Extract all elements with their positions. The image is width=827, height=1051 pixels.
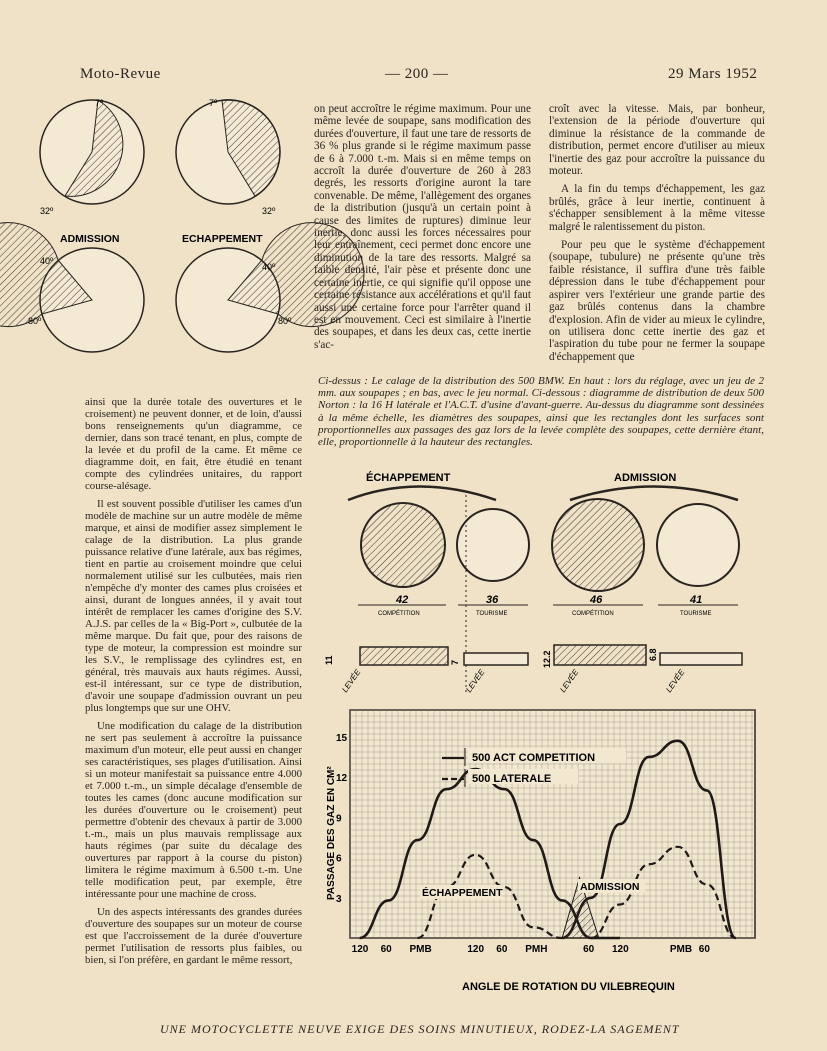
header-left: Moto-Revue — [80, 66, 161, 82]
x-tick-label: 60 — [698, 944, 710, 955]
lift-value: 7 — [450, 659, 460, 665]
y-tick-label: 6 — [336, 853, 342, 865]
diameter-value: 41 — [690, 594, 703, 606]
paragraph: Pour peu que le système d'échappement (soupape, tubulure) ne présente qu'une très faible résistance, il suffira d'une très faible dépression dans le tube d'échappement pour aspirer vers l'extérieur une grande partie des gaz brûlés contenus dans la chambre d'explosion. Afin de vider au mieux le cylindre, on utilisera donc cette inertie des gaz et l'aspiration du tube pour ne fermer la soupape d'échappement que — [549, 239, 765, 363]
admission-heading: ADMISSION — [614, 472, 677, 484]
y-axis-label: PASSAGE DES GAZ EN CM² — [326, 766, 337, 900]
x-tick-label: PMB — [669, 944, 693, 955]
paragraph: on peut accroître le régime maximum. Pour une même levée de soupape, sans modification des durées d'ouverture, il faut une tare de ressorts de 36 % plus grande si le régime maximum passe de 6 à 7.000 t.-m. Mais si en même temps on accroît la durée d'ouverture de 260 à 283 degrés, les ressorts d'origine auront la tare convenable. De même, l'allègement des organes de la distribution (jusqu'à un certain point à cause des limites de ruptures) diminue leur inertie, donc aussi les forces nécessaires pour leur entraînement, ceci permet donc encore une diminution de la tare des ressorts. Malgré sa faible densité, l'air pèse et présente donc une certaine inertie, ce qui signifie qu'il oppose une certaine résistance aux accélérations et qu'il faut aussi une certaine force pour l'arrêter quand il est en mouvement. Ceci est similaire à l'inertie des soupapes, et dans les deux cas, cette inertie s'ac- — [314, 103, 531, 351]
annotation-label: ÉCHAPPEMENT — [422, 887, 503, 899]
deg-label: 40º — [262, 262, 276, 272]
lift-value: 11 — [324, 655, 334, 665]
paragraph: Il est souvent possible d'utiliser les cames d'un modèle de machine sur un autre modèle de même marque, et ainsi de modifier assez simplement le calage de la distribution. La plus grande puissance relative d'une latérale, aux bas régimes, tient en partie au croisement moindre que celui normalement utilisé sur les culbutées, mais rien n'empêche d'y monter des cames plus croisées et ainsi, durant de longues années, il y avait tout intérêt de remplacer les cames d'origine des S.V. A.J.S. par celles de la « Big-Port », culbutée de la même marque. Du fait que, pour des raisons de type de moteur, la compression est moindre sur les S.V., le remplissage des cylindres est, en général, très mauvais aux hauts régimes. Aussi, est-il intéressant, sur ce type de distribution, d'avoir une soupape d'admission ouvrant un peu plus longtemps que sur une OHV. — [85, 498, 302, 714]
deg-label: 7º — [95, 98, 104, 108]
x-tick-label: PMB — [409, 944, 432, 955]
admission-label: ADMISSION — [60, 233, 120, 245]
y-tick-label: 3 — [336, 893, 342, 905]
y-tick-label: 12 — [336, 773, 348, 785]
diameter-value: 46 — [590, 594, 603, 606]
diameter-label: TOURISME — [476, 611, 508, 617]
figure-caption: Ci-dessus : Le calage de la distribution des 500 BMW. En haut : lors du réglage, avec un jeu de 2 mm. aux soupapes ; en bas, avec le jeu normal. Ci-dessous : diagramme de distribution de deux 500 Norton : la 16 H latérale et l'A.C.T. d'usine d'avant-guerre. Au-dessus du diagramme sont dessinées à la même échelle, les diamètres des soupapes, ainsi que les rectangles dont les surfaces sont proportionnelles aux passages des gaz lors de la levée complète des soupapes, cette dernière étant, elle, proportionnelle à la hauteur des rectangles. — [318, 375, 764, 449]
lift-rect — [360, 647, 448, 665]
diameter-value: 36 — [486, 594, 499, 606]
x-tick-label: 120 — [612, 944, 629, 955]
deg-label: 7º — [209, 98, 218, 108]
pie-admission-top — [40, 100, 144, 204]
x-axis-label: ANGLE DE ROTATION DU VILEBREQUIN — [462, 981, 675, 993]
diameter-label: COMPÉTITION — [572, 611, 614, 617]
levee-label: LEVÉE — [558, 667, 581, 695]
paragraph: Une modification du calage de la distribution ne sert pas seulement à accroître la puissance maximum d'un moteur, elle peut aussi en changer ses caractéristiques, ses plages d'utilisation. Ainsi si un moteur manifestait sa puissance entre 4.000 et 7.000 t.-m., un simple décalage d'ensemble de toutes les cames (donc aucune modification sur les durées d'ouverture ou le croisement) peut permettre d'obtenir des chevaux à partir de 3.000 t.-m., mais un plus mauvais remplissage aux hauts régimes (par suite du décalage des ouvertures par rapport à la course du piston) limitera le régime maximum à 6.500 t.-m. Une telle modification peut, par exemple, être intéressante pour une machine de cross. — [85, 720, 302, 900]
deg-label: 32º — [262, 206, 276, 216]
x-tick-label: PMH — [525, 944, 548, 955]
footer-slogan: UNE MOTOCYCLETTE NEUVE EXIGE DES SOINS MINUTIEUX, RODEZ-LA SAGEMENT — [160, 1022, 680, 1036]
levee-label: LEVÉE — [340, 667, 363, 695]
x-tick-label: 60 — [496, 944, 508, 955]
annotation-label: ADMISSION — [580, 881, 640, 893]
paragraph: A la fin du temps d'échappement, les gaz brûlés, grâce à leur inertie, continuent à s'échapper sensiblement à la même vitesse malgré le ralentissement du piston. — [549, 183, 765, 233]
paragraph: croît avec la vitesse. Mais, par bonheur, l'extension de la période d'ouverture qui diminue la résistance de la commande de distribution, permet encore d'utiliser au mieux l'inertie des gaz pour accroître la puissance du moteur. — [549, 103, 765, 178]
lift-value: 6.8 — [648, 648, 658, 661]
legend-label: 500 ACT COMPETITION — [472, 752, 596, 764]
distribution-chart — [322, 700, 768, 1010]
lift-rect — [464, 653, 528, 665]
deg-label: 80º — [278, 316, 292, 326]
levee-label: LEVÉE — [664, 667, 687, 695]
lift-value: 12.2 — [542, 650, 552, 668]
x-tick-label: 60 — [380, 944, 392, 955]
diameter-value: 42 — [396, 594, 409, 606]
paragraph: Un des aspects intéressants des grandes durées d'ouverture des soupapes sur un moteur de course est que l'accroissement de la durée d'ouverture permet l'utilisation de ressorts plus faibles, ou bien, si l'on préfère, en gardant le même ressort, — [85, 906, 302, 966]
deg-label: 80º — [28, 316, 42, 326]
deg-label: 40º — [40, 256, 54, 266]
lift-rect — [554, 645, 646, 665]
levee-label: LEVÉE — [464, 667, 487, 695]
diameter-label: TOURISME — [680, 611, 712, 617]
deg-label: 32º — [40, 206, 54, 216]
lift-rect — [660, 653, 742, 665]
legend-label: 500 LATERALE — [472, 773, 552, 785]
column-2 — [314, 103, 531, 357]
header-date: 29 Mars 1952 — [668, 66, 758, 82]
diameter-label: COMPÉTITION — [378, 611, 420, 617]
echappement-heading: ÉCHAPPEMENT — [366, 472, 451, 484]
x-tick-label: 120 — [467, 944, 485, 955]
pie-echappement-top — [176, 100, 280, 204]
page-number: — 200 — — [385, 66, 449, 82]
paragraph: ainsi que la durée totale des ouvertures et le croisement) ne peuvent donner, et de loin, d'aussi bons renseignements qu'un diagramme, ce dernier, dans son tracé tenant, en plus, compte de la levée et du profil de la came. Et même ce diagramme doit, en fait, être étudié en tenant compte des cylindrées unitaires, du rapport course-alésage. — [85, 396, 302, 492]
x-tick-label: 60 — [583, 944, 595, 955]
valve-circle — [361, 499, 739, 591]
x-tick-label: 120 — [351, 944, 369, 955]
column-3 — [549, 103, 765, 369]
valve-diagram — [318, 465, 768, 700]
y-tick-label: 9 — [336, 813, 342, 825]
y-tick-label: 15 — [336, 732, 348, 744]
column-1 — [85, 396, 302, 972]
echappement-label: ECHAPPEMENT — [182, 233, 263, 245]
pie-diagrams — [30, 92, 300, 382]
